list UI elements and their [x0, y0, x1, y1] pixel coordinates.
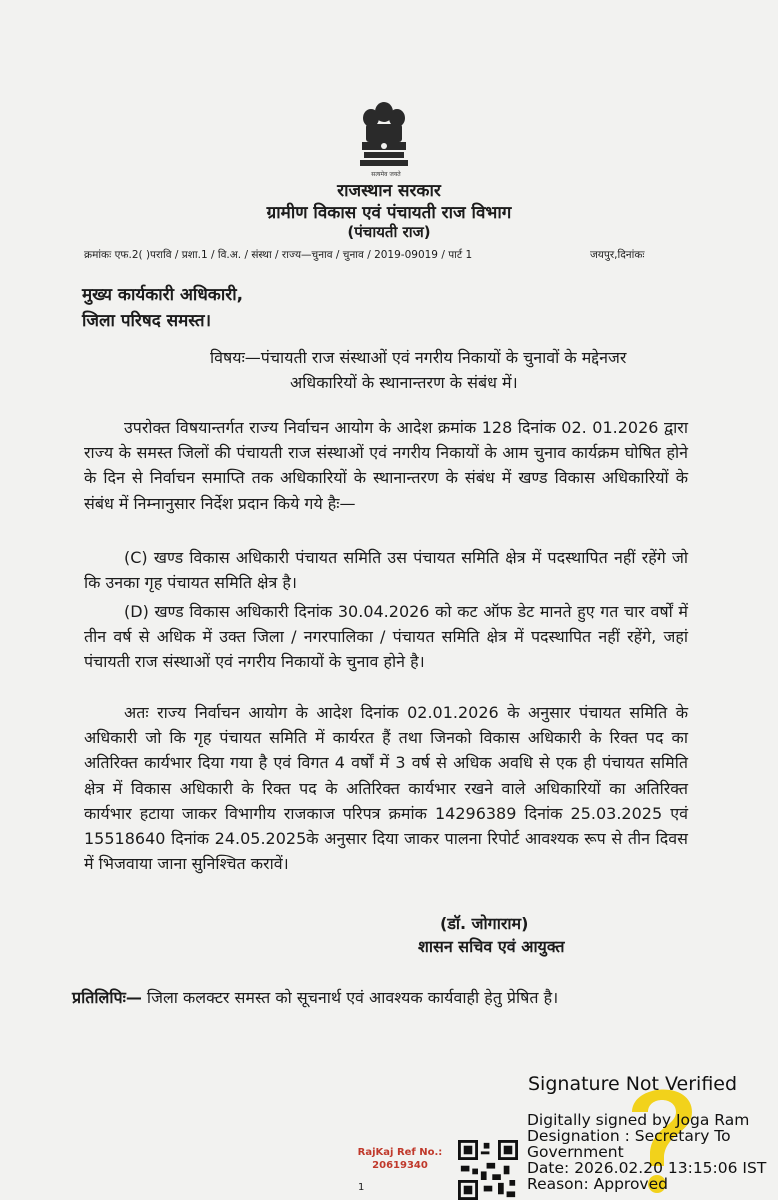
point-c-paragraph: (C) खण्ड विकास अधिकारी पंचायत समिति उस पंचायत समिति क्षेत्र में पदस्थापित नहीं रहेंगे जो कि उनका गृह पंचायत समिति क्षेत्र है।: [84, 548, 688, 593]
subject-line-1: विषयः—पंचायती राज संस्थाओं एवं नगरीय निकायों के चुनावों के मद्देनजर: [210, 348, 627, 367]
reference-number: क्रमांकः एफ.2( )परावि / प्रशा.1 / वि.अ. / संस्था / राज्य—चुनाव / चुनाव / 2019-09019 / पार्ट 1: [84, 249, 473, 261]
intro-paragraph: उपरोक्त विषयान्तर्गत राज्य निर्वाचन आयोग के आदेश क्रमांक 128 दिनांक 02. 01.2026 द्वारा राज्य के समस्त जिलों की पंचायती राज संस्थाओं एवं नगरीय निकायों के आम चुनाव कार्यक्रम घोषित होने के दिन से निर्वाचन समाप्ति तक अधिकारियों के स्थानान्तरण के संबंध में खण्ड विकास अधिकारियों के संबंध में निम्नानुसार निर्देश प्रदान किये गये हैः—: [84, 418, 688, 513]
copy-to-line: [72, 986, 702, 1008]
letterhead-department: ग्रामीण विकास एवं पंचायती राज विभाग: [266, 203, 512, 223]
rajkaj-label: RajKaj Ref No.:: [357, 1147, 443, 1158]
point-d-paragraph: (D) खण्ड विकास अधिकारी दिनांक 30.04.2026 को कट ऑफ डेट मानते हुए गत चार वर्षों में तीन वर्ष से अधिक में उक्त जिला / नगरपालिका / पंचायत समिति क्षेत्र में पदस्थापित नहीं रहेंगे, जहां पंचायती राज संस्थाओं एवं नगरीय निकायों के चुनाव होने है।: [84, 602, 688, 672]
signatory-title: शासन सचिव एवं आयुक्त: [418, 937, 565, 956]
emblem-motto: सत्यमेव जयते: [371, 171, 401, 178]
signer-designation-cont: Government: [527, 1143, 624, 1161]
page-number: 1: [358, 1182, 365, 1193]
addressee-line-2: जिला परिषद समस्त।: [82, 311, 212, 331]
rajkaj-number: 20619340: [372, 1160, 428, 1171]
letterhead-government: राजस्थान सरकार: [337, 181, 441, 201]
qr-code-icon: [458, 1140, 518, 1200]
signer-designation: Designation : Secretary To: [527, 1127, 731, 1145]
signature-status: Signature Not Verified: [528, 1073, 738, 1095]
subject-block: [210, 345, 680, 395]
digital-signature-details: [527, 1112, 766, 1192]
signature-reason: Reason: Approved: [527, 1175, 668, 1193]
addressee-line-1: मुख्य कार्यकारी अधिकारी,: [82, 285, 244, 305]
reference-place-date: जयपुर,दिनांकः: [590, 249, 645, 261]
signature-date: Date: 2026.02.20 13:15:06 IST: [527, 1159, 767, 1177]
ashoka-emblem-icon: [356, 98, 412, 178]
signatory-name: (डॉ. जोगाराम): [440, 914, 529, 933]
signed-by: Digitally signed by Joga Ram: [527, 1111, 750, 1129]
order-paragraph: अतः राज्य निर्वाचन आयोग के आदेश दिनांक 02.01.2026 के अनुसार पंचायत समिति के अधिकारी जो कि गृह पंचायत समिति में कार्यरत हैं तथा जिनको विकास अधिकारी के रिक्त पद का अतिरिक्त कार्यभार दिया गया है एवं विगत 4 वर्षों में 3 वर्ष से अधिक अवधि से एक ही पंचायत समिति क्षेत्र में विकास अधिकारी के रिक्त पद के अतिरिक्त कार्यभार रखने वाले अधिकारियों का अतिरिक्त कार्यभार हटाया जाकर विभागीय राजकाज परिपत्र क्रमांक 14296389 दिनांक 25.03.2025 एवं 15518640 दिनांक 24.05.2025के अनुसार दिया जाकर पालना रिपोर्ट आवश्यक रूप से तीन दिवस में भिजवाया जाना सुनिश्चित करावें।: [84, 703, 688, 874]
copy-to-label: प्रतिलिपिः—: [72, 988, 142, 1007]
letterhead-division: (पंचायती राज): [347, 223, 431, 241]
rajkaj-reference: [352, 1146, 448, 1172]
subject-line-2: अधिकारियों के स्थानान्तरण के संबंध में।: [290, 373, 518, 392]
copy-to-text: जिला कलक्टर समस्त को सूचनार्थ एवं आवश्यक कार्यवाही हेतु प्रेषित है।: [146, 988, 559, 1007]
